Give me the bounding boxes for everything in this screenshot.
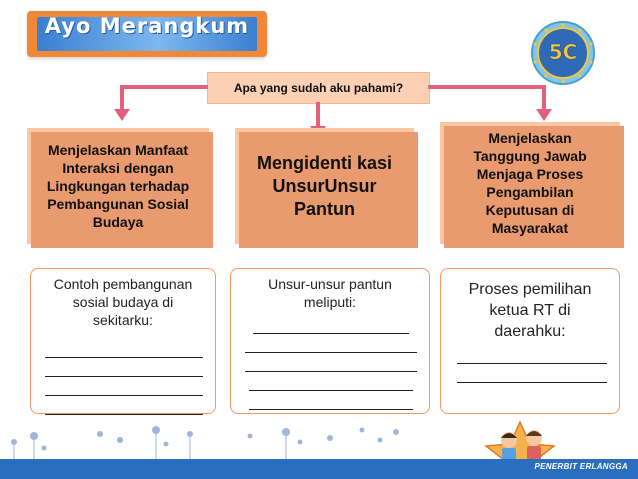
title-banner — [27, 11, 267, 57]
answer-line[interactable] — [45, 377, 203, 396]
connector-left-h — [122, 85, 208, 89]
answer-line[interactable] — [45, 358, 203, 377]
connector-left-v — [120, 85, 124, 111]
heading-text-2: Mengidenti kasi UnsurUnsur Pantun — [256, 152, 393, 219]
heading-text-3: Menjelaskan Tanggung Jawab Menjaga Proses Pengambilan Keputusan di Masyarakat — [473, 130, 587, 236]
answer-lines-2 — [245, 315, 417, 410]
answer-line[interactable] — [245, 353, 417, 372]
fill-box-1 — [30, 268, 216, 414]
badge-label: 5C — [548, 40, 578, 64]
fill-box-2 — [230, 268, 430, 414]
curriculum-badge — [530, 20, 596, 86]
fill-prompt-1: Contoh pembangunan sosial budaya di sekitarku: — [53, 276, 193, 328]
heading-box-3 — [440, 122, 620, 244]
fill-prompt-2: Unsur-unsur pantun meliputi: — [268, 276, 392, 310]
answer-line[interactable] — [249, 391, 413, 410]
answer-lines-1 — [45, 339, 203, 415]
connector-right-h — [428, 85, 544, 89]
answer-line[interactable] — [249, 372, 413, 391]
summary-question: Apa yang sudah aku pahami? — [207, 72, 430, 104]
connector-right-v — [542, 85, 546, 111]
answer-line[interactable] — [45, 396, 203, 415]
page-title: Ayo Merangkum — [44, 14, 250, 38]
answer-line[interactable] — [245, 334, 417, 353]
publisher-label: PENERBIT ERLANGGA — [534, 462, 628, 471]
connector-center-v — [316, 102, 320, 128]
answer-lines-3 — [457, 345, 607, 383]
arrow-left — [114, 109, 130, 121]
fill-box-3 — [440, 268, 620, 414]
heading-box-1 — [27, 128, 209, 244]
arrow-right — [536, 109, 552, 121]
fill-prompt-3: Proses pemilihan ketua RT di daerahku: — [468, 281, 592, 340]
answer-line[interactable] — [45, 339, 203, 358]
answer-line[interactable] — [457, 364, 607, 383]
answer-line[interactable] — [457, 345, 607, 364]
heading-text-1: Menjelaskan Manfaat Interaksi dengan Lingkungan terhadap Pembangunan Sosial Budaya — [46, 142, 190, 230]
answer-line[interactable] — [253, 315, 409, 334]
heading-box-2 — [235, 128, 414, 244]
